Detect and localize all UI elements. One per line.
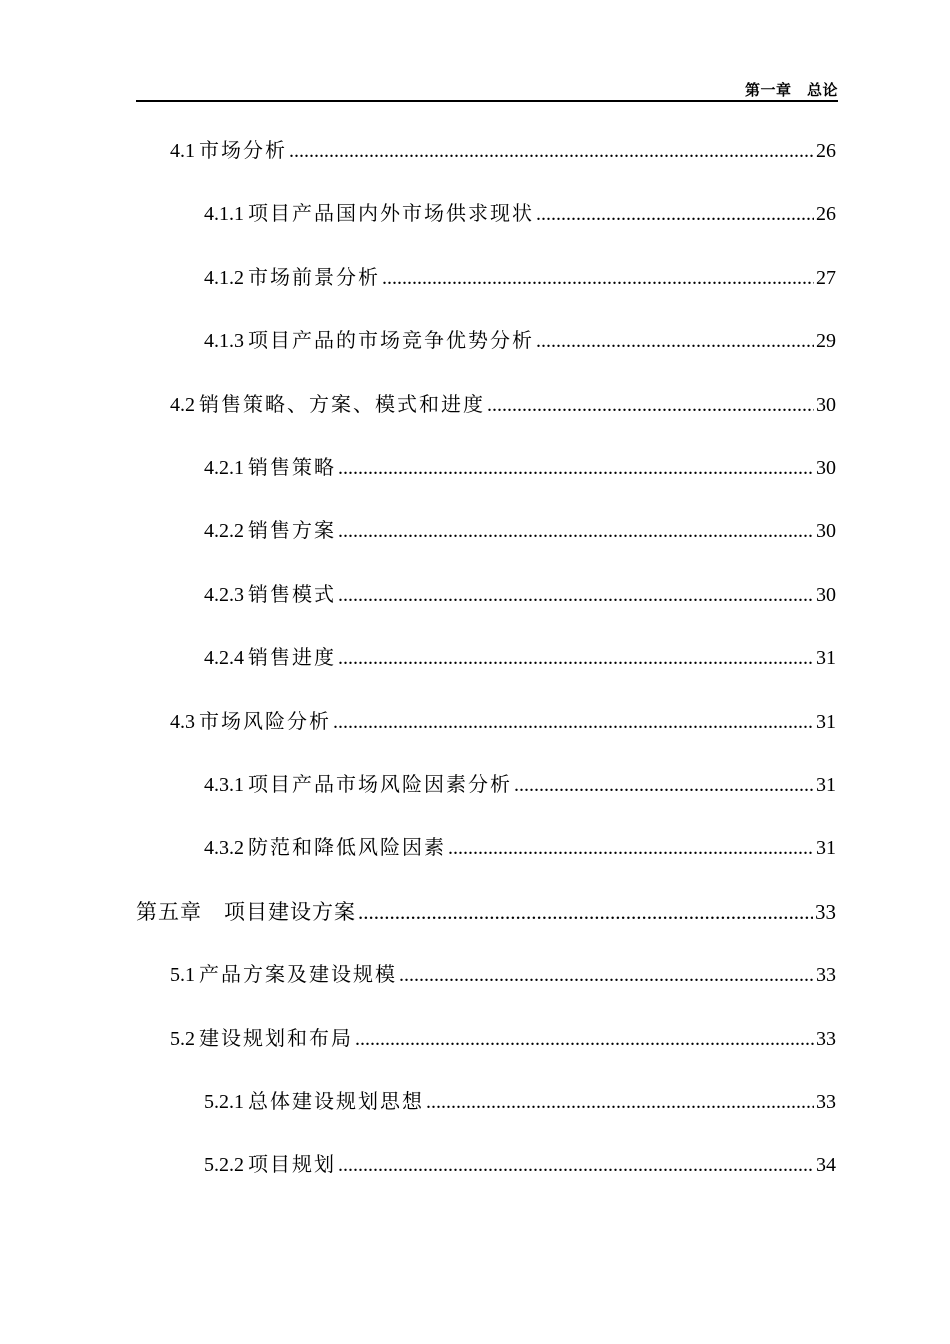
toc-title: 项目产品国内外市场供求现状: [248, 203, 534, 225]
toc-page-number: 33: [815, 900, 836, 924]
toc-number: 4.2.4: [204, 647, 244, 669]
toc-number: 5.2.1: [204, 1091, 244, 1113]
toc-title: 销售进度: [248, 647, 336, 669]
toc-leader-dots: [448, 833, 814, 863]
toc-entry[interactable]: [170, 707, 836, 737]
toc-number: 4.1.2: [204, 267, 244, 289]
toc-title: 市场分析: [199, 140, 287, 162]
toc-entry[interactable]: [204, 643, 836, 673]
toc-title: 项目产品的市场竞争优势分析: [248, 330, 534, 352]
toc-number: 4.1: [170, 140, 195, 162]
toc-chapter-entry[interactable]: [136, 897, 836, 927]
toc-title: 销售模式: [248, 584, 336, 606]
toc-page-number: 30: [816, 394, 836, 416]
toc-entry[interactable]: [204, 263, 836, 293]
toc-number: 4.1.3: [204, 330, 244, 352]
toc-title: 销售策略、方案、模式和进度: [199, 394, 485, 416]
toc-number: 4.3.1: [204, 774, 244, 796]
toc-leader-dots: [338, 1150, 814, 1180]
toc-page-number: 31: [816, 711, 836, 733]
toc-leader-dots: [514, 770, 814, 800]
toc-page-number: 26: [816, 203, 836, 225]
toc-page-number: 33: [816, 964, 836, 986]
toc-page-number: 30: [816, 457, 836, 479]
toc-title: 项目规划: [248, 1154, 336, 1176]
toc-title: 销售策略: [248, 457, 336, 479]
toc-page-number: 31: [816, 837, 836, 859]
toc-leader-dots: [426, 1087, 814, 1117]
toc-leader-dots: [338, 643, 814, 673]
toc-number: 5.1: [170, 964, 195, 986]
toc-entry[interactable]: [170, 1024, 836, 1054]
toc-entry[interactable]: [204, 453, 836, 483]
toc-page-number: 31: [816, 774, 836, 796]
toc-title: 产品方案及建设规模: [199, 964, 397, 986]
toc-leader-dots: [382, 263, 814, 293]
toc-title: 市场风险分析: [199, 711, 331, 733]
toc-entry[interactable]: [204, 1150, 836, 1180]
toc-page-number: 29: [816, 330, 836, 352]
header-chapter-title: 第一章 总论: [744, 81, 838, 99]
toc-title: 销售方案: [248, 520, 336, 542]
toc-page-number: 30: [816, 520, 836, 542]
toc-page-number: 34: [816, 1154, 836, 1176]
toc-leader-dots: [355, 1024, 814, 1054]
toc-number: 4.3: [170, 711, 195, 733]
toc-leader-dots: [338, 453, 814, 483]
page-header: [136, 78, 838, 102]
toc-number: 4.2.1: [204, 457, 244, 479]
toc-page-number: 33: [816, 1028, 836, 1050]
toc-chapter-number: 第五章: [136, 900, 202, 924]
toc-leader-dots: [536, 326, 814, 356]
toc-leader-dots: [289, 136, 814, 166]
toc-number: 4.2.3: [204, 584, 244, 606]
toc-entry[interactable]: [204, 1087, 836, 1117]
toc-leader-dots: [338, 516, 814, 546]
toc-entry[interactable]: [170, 136, 836, 166]
toc-page-number: 31: [816, 647, 836, 669]
toc-leader-dots: [487, 390, 814, 420]
toc-entry[interactable]: [204, 199, 836, 229]
toc-entry[interactable]: [204, 580, 836, 610]
toc-title: 建设规划和布局: [199, 1028, 353, 1050]
toc-leader-dots: [333, 707, 814, 737]
toc-number: 5.2: [170, 1028, 195, 1050]
toc-entry[interactable]: [204, 516, 836, 546]
toc-number: 4.2: [170, 394, 195, 416]
toc-leader-dots: [399, 960, 814, 990]
toc-page-number: 33: [816, 1091, 836, 1113]
toc-title: 总体建设规划思想: [248, 1091, 424, 1113]
toc-entry[interactable]: [204, 770, 836, 800]
toc-leader-dots: [536, 199, 814, 229]
toc-chapter-title: 项目建设方案: [224, 900, 356, 924]
toc-leader-dots: [338, 580, 814, 610]
toc-title: 市场前景分析: [248, 267, 380, 289]
toc-title: 项目产品市场风险因素分析: [248, 774, 512, 796]
toc-number: 4.2.2: [204, 520, 244, 542]
toc-page-number: 26: [816, 140, 836, 162]
toc-entry[interactable]: [204, 833, 836, 863]
toc-entry[interactable]: [170, 960, 836, 990]
toc-leader-dots: [358, 897, 813, 927]
toc-page-number: 27: [816, 267, 836, 289]
toc-entry[interactable]: [204, 326, 836, 356]
toc-entry[interactable]: [170, 390, 836, 420]
toc-title: 防范和降低风险因素: [248, 837, 446, 859]
toc-number: 4.1.1: [204, 203, 244, 225]
toc-number: 5.2.2: [204, 1154, 244, 1176]
toc-number: 4.3.2: [204, 837, 244, 859]
toc-page-number: 30: [816, 584, 836, 606]
